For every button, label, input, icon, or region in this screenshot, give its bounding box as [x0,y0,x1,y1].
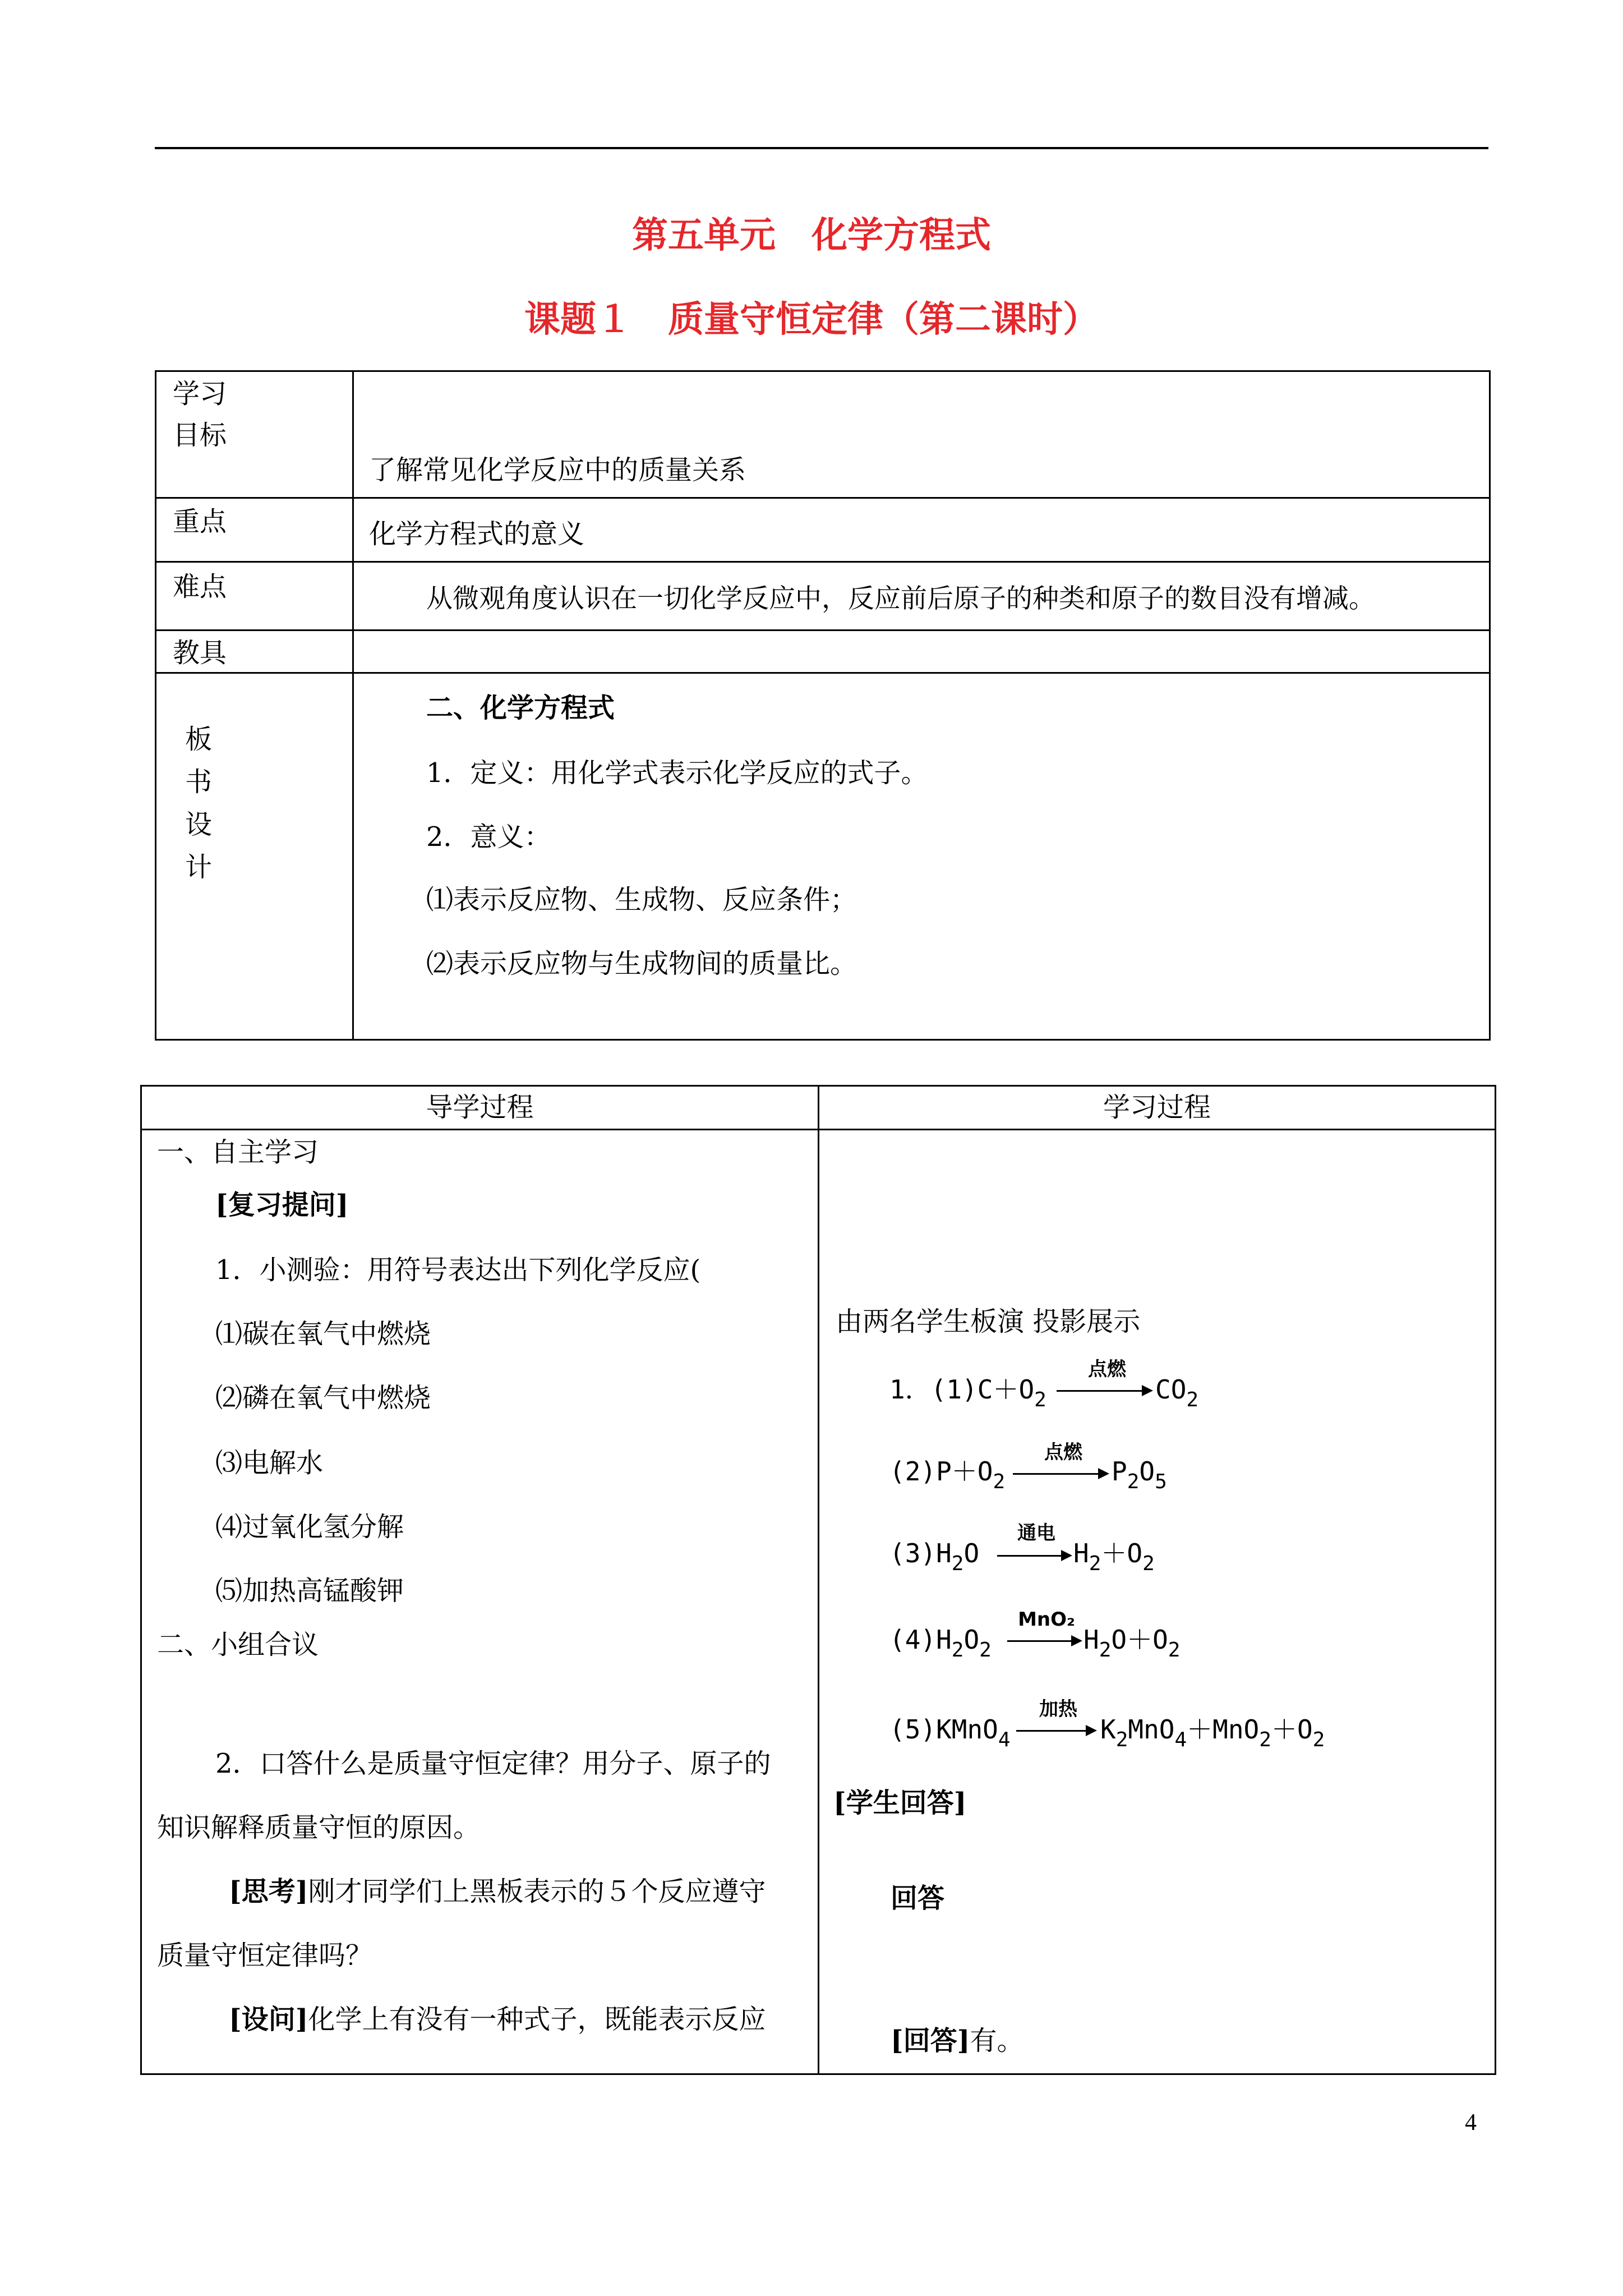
header-rule [155,147,1488,149]
board-heading: 二、化学方程式 [426,692,615,724]
board-label-4: 计 [185,852,213,883]
quiz-item-1: ⑴碳在氧气中燃烧 [215,1318,431,1350]
page-title: 第五单元 化学方程式 [632,214,991,256]
quiz-item-2: ⑵磷在氧气中燃烧 [215,1382,431,1414]
condition-catalyst: MnO₂ [1018,1608,1075,1631]
question-2-line-1: 2．口答什么是质量守恒定律？用分子、原子的 [215,1748,771,1779]
key-text: 化学方程式的意义 [369,518,585,550]
page-number: 4 [1465,2110,1477,2136]
reaction-arrow-2 [1013,1473,1107,1475]
reaction-arrow-3 [997,1555,1070,1557]
think-line-1 [229,1878,766,1905]
goal-label-1: 学习 [173,378,227,409]
goal-text: 了解常见化学反应中的质量关系 [369,454,746,486]
condition-ignite-1: 点燃 [1088,1358,1126,1381]
col-header-guide: 导学过程 [426,1092,534,1123]
quiz-item-5: ⑸加热高锰酸钾 [215,1575,404,1607]
section-self-study: 一、自主学习 [157,1137,319,1168]
reply-text: 有。 [970,2025,1024,2056]
board-meaning-2: ⑵表示反应物与生成物间的质量比。 [426,948,857,979]
ask-text: 化学上有没有一种式子，既能表示反应 [308,2004,766,2035]
demo-intro: 由两名学生板演 投影展示 [836,1306,1141,1337]
board-label-1: 板 [185,724,213,755]
quiz-question: 1．小测验：用符号表达出下列化学反应( [215,1254,701,1286]
tools-label: 教具 [173,637,227,669]
page-subtitle: 课题１ 质量守恒定律（第二课时） [524,298,1099,341]
answer-label: 回答 [891,1883,945,1914]
ask-line-1 [229,2006,766,2033]
quiz-item-4: ⑷过氧化氢分解 [215,1511,404,1543]
review-tag: [复习提问] [215,1189,349,1221]
key-label: 重点 [173,506,227,537]
reply-tag: [回答] [891,2025,970,2056]
question-2-line-2: 知识解释质量守恒的原因。 [157,1812,481,1843]
goal-label-2: 目标 [173,420,227,451]
condition-electrolysis: 通电 [1017,1522,1055,1544]
ask-tag: [设问] [229,2004,308,2035]
think-tag: [思考] [229,1876,308,1907]
condition-heating: 加热 [1039,1698,1077,1720]
board-meaning: 2．意义： [426,821,551,853]
student-answer-tag: [学生回答] [833,1787,967,1819]
board-label-3: 设 [185,809,213,840]
difficulty-text: 从微观角度认识在一切化学反应中，反应前后原子的种类和原子的数目没有增减。 [426,583,1375,614]
difficulty-label: 难点 [173,571,227,602]
board-label-2: 书 [185,766,213,798]
reaction-arrow-4 [1007,1640,1080,1642]
think-text: 刚才同学们上黑板表示的５个反应遵守 [308,1876,766,1907]
section-group-discussion: 二、小组合议 [157,1629,319,1660]
col-header-learn: 学习过程 [1103,1092,1211,1123]
board-definition: 1．定义：用化学式表示化学反应的式子。 [426,757,928,789]
reaction-arrow-5 [1016,1730,1095,1732]
reply-line [891,2027,1023,2054]
reaction-arrow-1 [1057,1390,1151,1392]
board-meaning-1: ⑴表示反应物、生成物、反应条件； [426,884,857,915]
think-line-2: 质量守恒定律吗？ [157,1940,373,1971]
quiz-item-3: ⑶电解水 [215,1447,324,1479]
condition-ignite-2: 点燃 [1044,1441,1082,1464]
